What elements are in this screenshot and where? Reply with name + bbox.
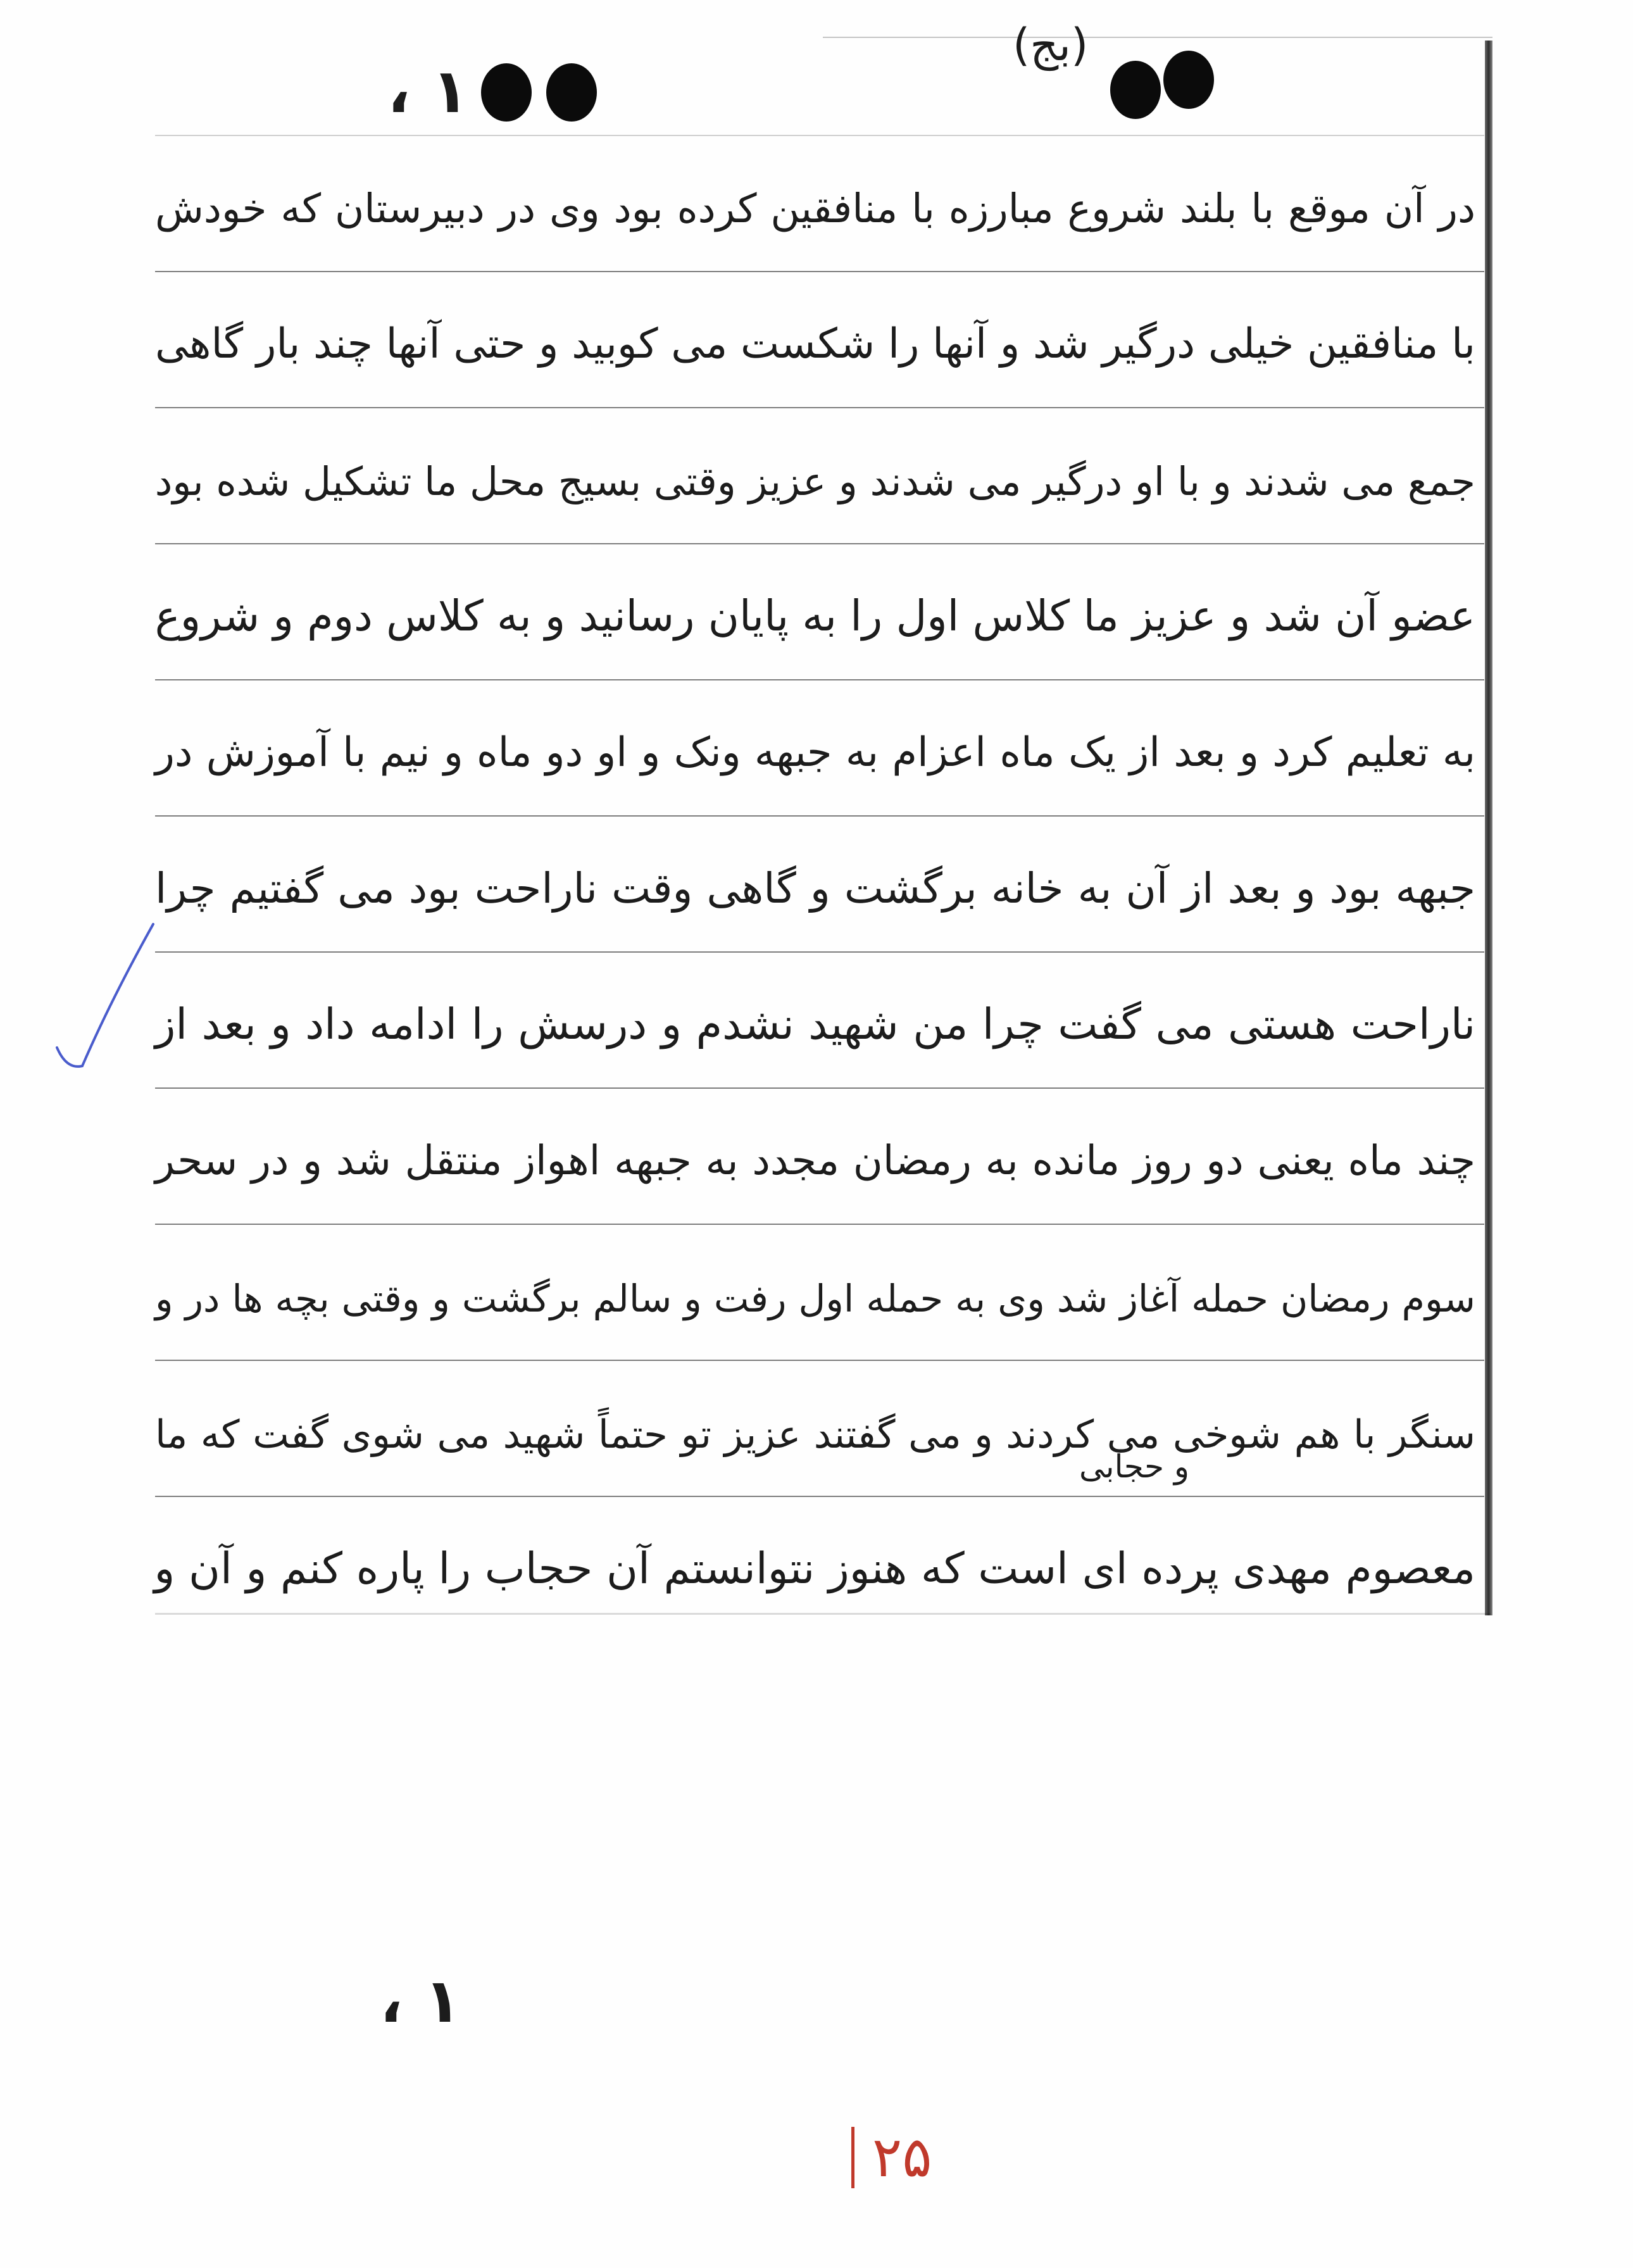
text-line-11	[155, 1497, 1484, 1633]
line-text: عضو آن شد و عزیز ما کلاس اول را به پایان رسانید و به کلاس دوم و شروع	[154, 591, 1475, 641]
line-text: سوم رمضان حمله آغاز شد وی به حمله اول رفت و سالم برگشت و وقتی بچه ها در و	[155, 1277, 1475, 1321]
text-line-1	[155, 136, 1484, 272]
line-text: چند ماه یعنی دو روز مانده به رمضان مجدد به جبهه اهواز منتقل شد و در سحر	[155, 1137, 1475, 1185]
line-text: در آن موقع با بلند شروع مبارزه با منافقین کرده بود وی در دبیرستان که خودش	[155, 185, 1475, 232]
check-mark-stroke	[57, 924, 153, 1067]
line-text: با منافقین خیلی درگیر شد و آنها را شکست می کوبید و حتی آنها چند بار گاهی	[155, 320, 1475, 368]
line-text: جمع می شدند و با او درگیر می شدند و عزیز وقتی بسیج محل ما تشکیل شده بود	[154, 458, 1475, 504]
sheet-edge-shadow	[1485, 41, 1492, 1615]
check-mark-icon	[38, 912, 177, 1089]
text-line-2	[155, 272, 1484, 408]
line-text: سنگر با هم شوخی می کردند و می گفتند عزیز تو حتماً شهید می شوی گفت که ما	[155, 1412, 1475, 1457]
line-text: ناراحت هستی می گفت چرا من شهید نشدم و درسش را ادامه داد و بعد از	[155, 999, 1475, 1049]
inserted-word-note: و حجابی	[1079, 1448, 1190, 1485]
page-number: ۲۵	[851, 2127, 932, 2188]
punch-hole-2	[546, 63, 597, 122]
text-line-3	[155, 408, 1484, 544]
text-line-8	[155, 1089, 1484, 1225]
text-line-5	[155, 680, 1484, 817]
top-center-mark: (بج)	[1013, 19, 1089, 71]
punch-hole-4	[1163, 51, 1214, 109]
line-text: معصوم مهدی پرده ای است که هنوز نتوانستم آن حجاب را پاره کنم و آن و	[154, 1544, 1475, 1594]
text-line-10	[155, 1361, 1484, 1497]
text-line-4	[155, 544, 1484, 680]
bottom-left-mark: ۱ ،	[380, 1965, 461, 2036]
text-line-6	[155, 817, 1484, 953]
text-line-9	[155, 1225, 1484, 1361]
sheet-top-edge	[823, 37, 1492, 38]
line-text: به تعلیم کرد و بعد از یک ماه اعزام به جبهه ونک و او دو ماه و نیم با آموزش در	[155, 729, 1475, 777]
text-line-7	[155, 953, 1484, 1089]
top-left-mark: ۱ ،	[387, 56, 469, 127]
line-text: جبهه بود و بعد از آن به خانه برگشت و گاهی وقت ناراحت بود می گفتیم چرا	[155, 863, 1475, 913]
lined-sheet	[155, 135, 1484, 1633]
punch-hole-3	[1110, 61, 1161, 119]
punch-hole-1	[481, 63, 532, 122]
